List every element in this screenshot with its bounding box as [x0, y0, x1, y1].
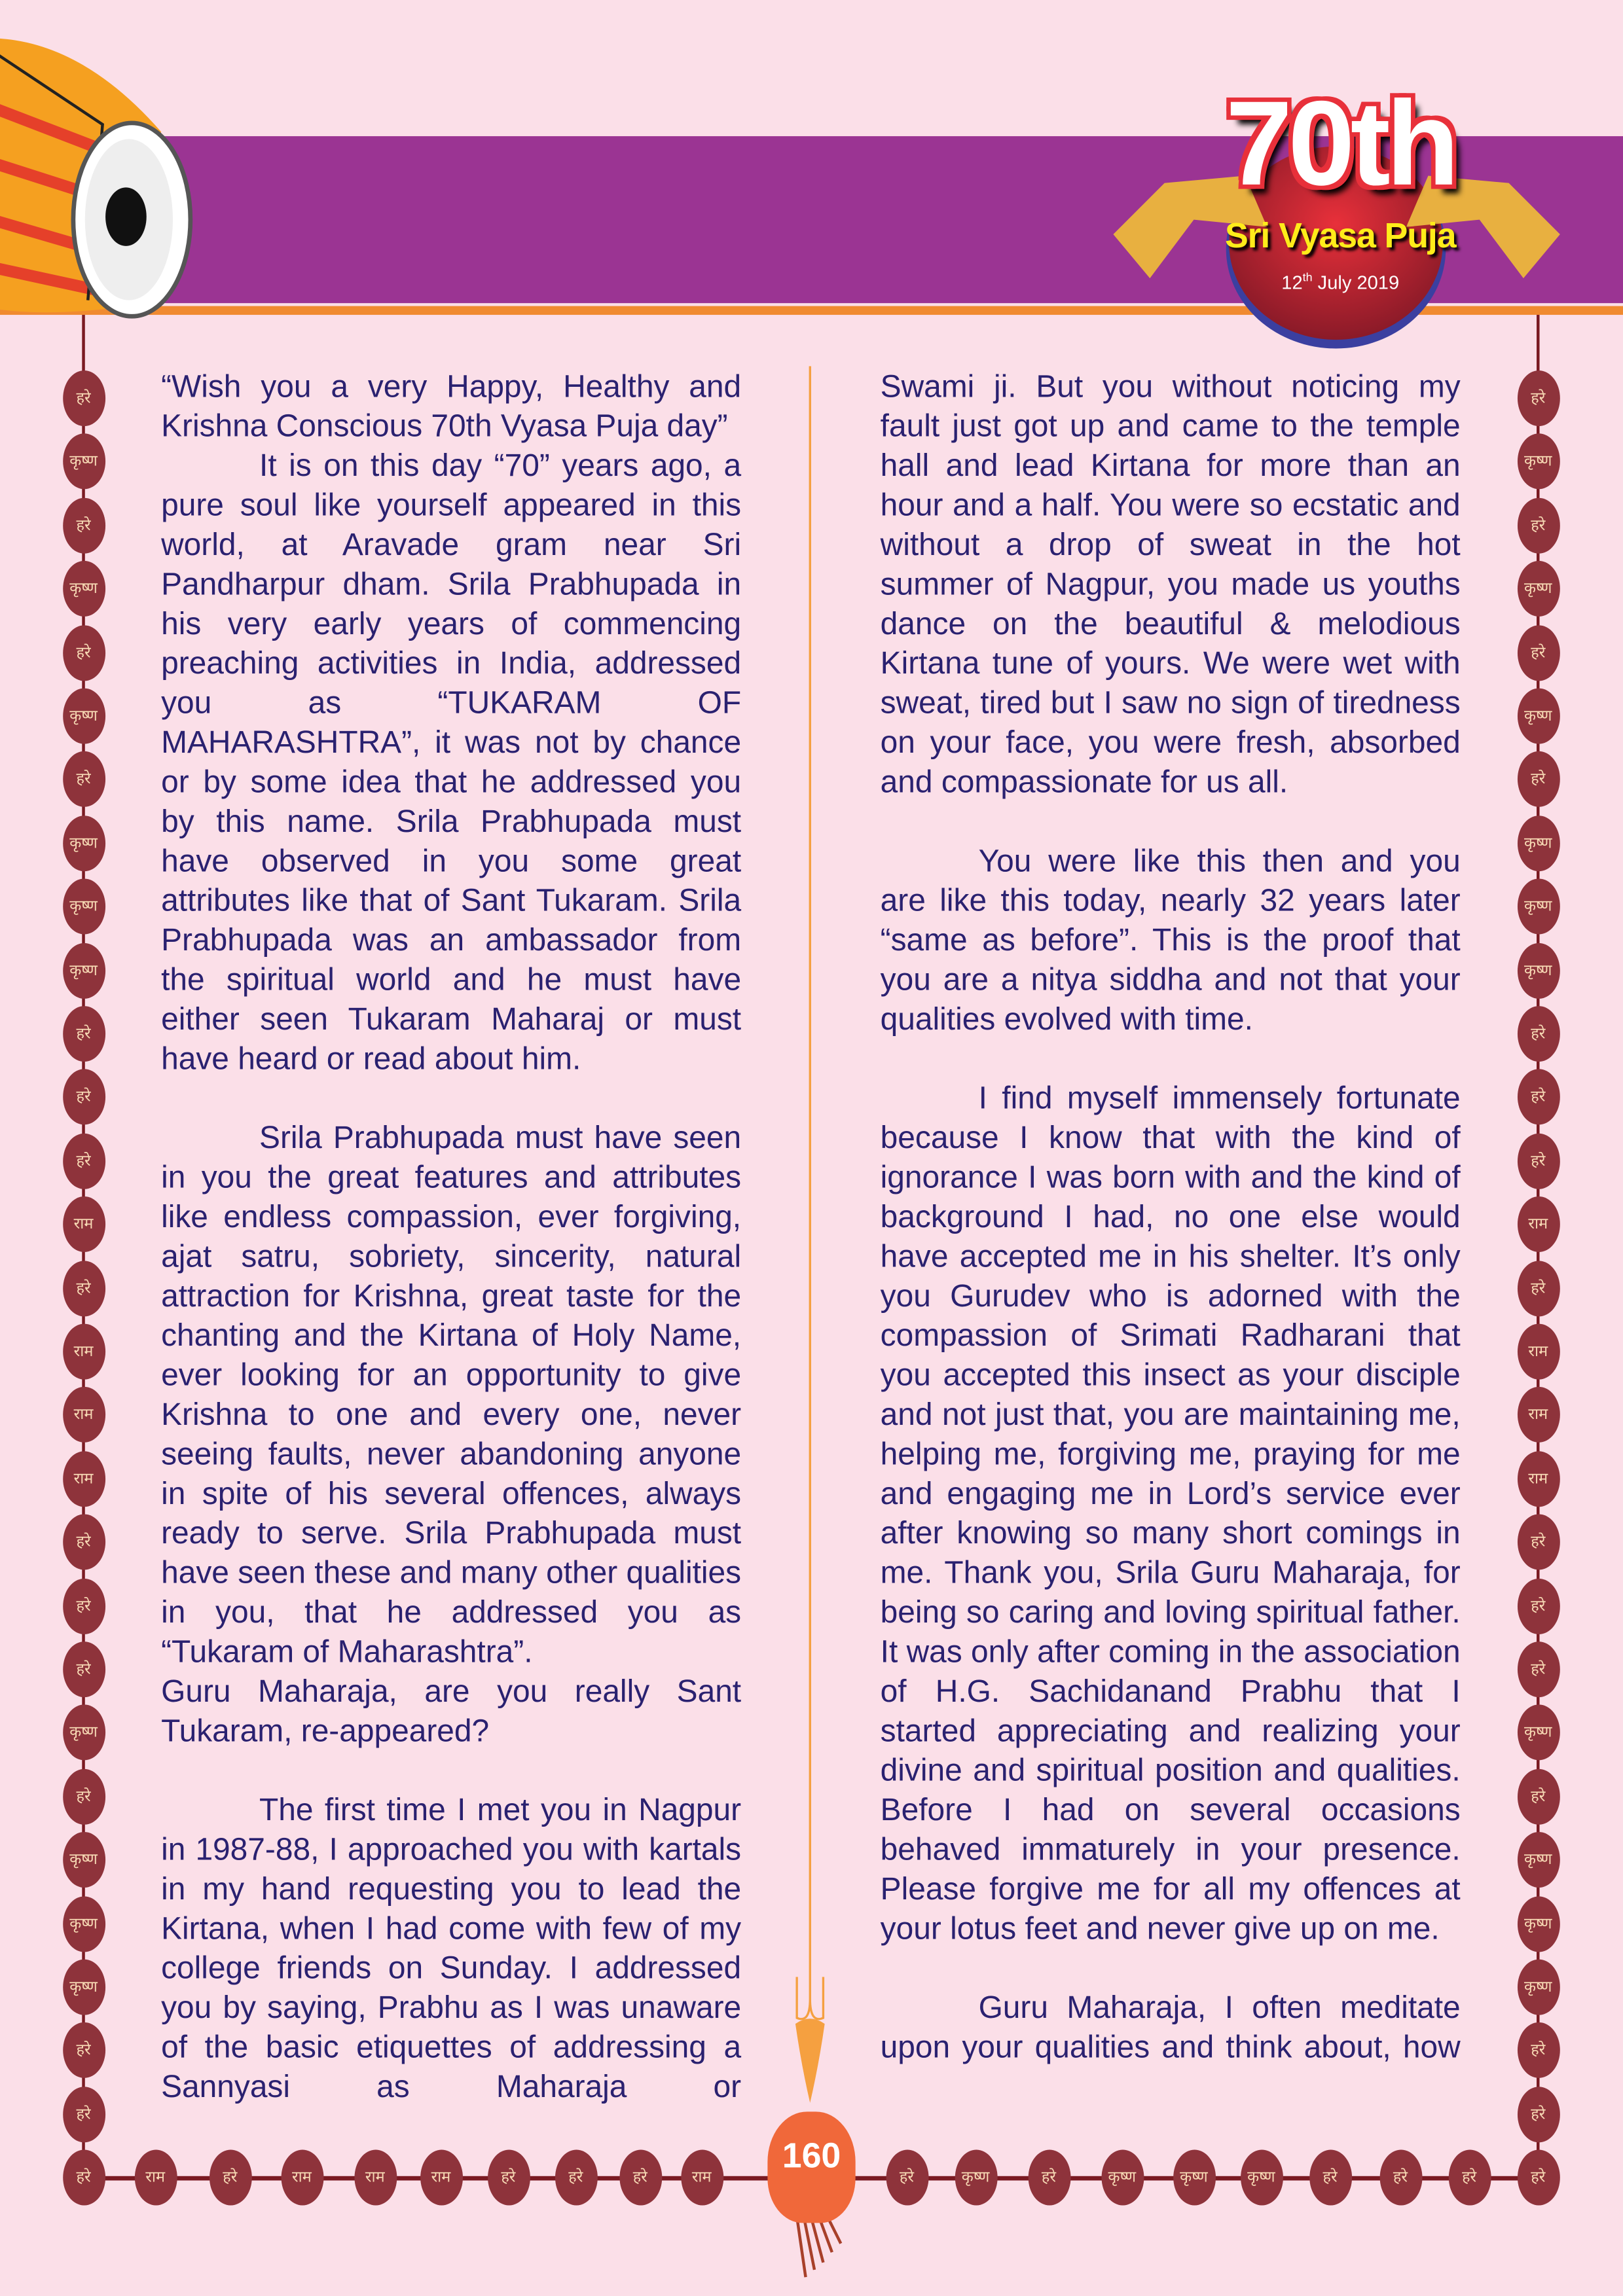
mala-bead: कृष्ण	[62, 689, 105, 744]
mala-bead: हरे	[62, 2150, 105, 2206]
mala-bead: कृष्ण	[62, 879, 105, 935]
mala-bead: कृष्ण	[62, 942, 105, 998]
mala-bead: हरे	[1028, 2150, 1070, 2206]
mala-bead: हरे	[1517, 1133, 1559, 1189]
mala-bead: हरे	[62, 2087, 105, 2142]
paragraph: Swami ji. But you without noticing my fault just got up and came to the temple hall and lead Kirtana for more than an hour and a half. You were so ecstatic and without a drop of sweat in the hot summer of Nagpur, you made us youths dance on the beautiful & melodious Kirtana tune of yours. We were wet with sweat, tired but I saw no sign of tiredness on your face, you were fresh, absorbed and compassionate for us all.	[880, 368, 1461, 800]
mala-bead: हरे	[62, 1133, 105, 1189]
mala-bead: कृष्ण	[1240, 2150, 1283, 2206]
mala-bead: हरे	[1517, 1260, 1559, 1316]
mala-bead: राम	[1517, 1196, 1559, 1252]
mala-bead: राम	[280, 2150, 323, 2206]
mala-bead: कृष्ण	[1517, 1832, 1559, 1888]
mala-bead: हरे	[62, 1260, 105, 1316]
mala-bead: कृष्ण	[1173, 2150, 1215, 2206]
mala-bead: कृष्ण	[1517, 1705, 1559, 1761]
date-month-year: July 2019	[1312, 271, 1400, 294]
page-number: 160	[767, 2111, 855, 2223]
date-day: 12	[1281, 271, 1303, 294]
badge-title: Sri Vyasa Puja	[1224, 217, 1456, 257]
mala-bead: कृष्ण	[1517, 1896, 1559, 1952]
mala-bead: हरे	[62, 1515, 105, 1570]
mala-bead: हरे	[1517, 2150, 1559, 2206]
mridanga-drum-icon	[0, 0, 220, 322]
mala-bead: कृष्ण	[62, 1896, 105, 1952]
mala-bead: राम	[62, 1388, 105, 1443]
mala-bead: कृष्ण	[62, 1960, 105, 2015]
mala-bead: हरे	[1517, 497, 1559, 553]
vyasa-puja-badge	[1106, 58, 1575, 366]
mala-bead: हरे	[62, 1641, 105, 1697]
mala-bead: कृष्ण	[62, 1832, 105, 1888]
mala-bead: कृष्ण	[62, 1705, 105, 1761]
mala-bead: कृष्ण	[62, 561, 105, 617]
date-suffix: th	[1302, 270, 1313, 285]
mala-bead: हरे	[1517, 1515, 1559, 1570]
mala-bead: हरे	[555, 2150, 597, 2206]
left-text-column	[161, 368, 741, 2108]
mala-bead: हरे	[1517, 1768, 1559, 1824]
mala-bead: कृष्ण	[1517, 561, 1559, 617]
mala-bead: कृष्ण	[1517, 1960, 1559, 2015]
mala-bead: हरे	[1517, 1578, 1559, 1634]
mala-bead: राम	[1517, 1451, 1559, 1507]
mala-bead: हरे	[62, 752, 105, 808]
right-text-column	[881, 368, 1461, 2068]
mala-bead: कृष्ण	[1517, 434, 1559, 490]
mala-bead: राम	[134, 2150, 177, 2206]
mala-bead: हरे	[62, 497, 105, 553]
mala-bead: हरे	[619, 2150, 661, 2206]
mala-bead: हरे	[62, 1768, 105, 1824]
mala-bead: हरे	[62, 1006, 105, 1062]
mala-bead: हरे	[1448, 2150, 1491, 2206]
mala-bead: राम	[62, 1451, 105, 1507]
mala-bead: हरे	[209, 2150, 251, 2206]
mala-bead: राम	[1517, 1324, 1559, 1380]
mala-bead: हरे	[487, 2150, 530, 2206]
mala-bead: हरे	[1517, 2023, 1559, 2079]
paragraph: Guru Maharaja, are you really Sant Tukaram, re-appeared?	[161, 1674, 742, 1749]
mala-bead: हरे	[62, 1578, 105, 1634]
badge-date	[1106, 271, 1575, 293]
mala-bead: हरे	[62, 370, 105, 426]
mala-bead: कृष्ण	[1517, 689, 1559, 744]
paragraph: You were like this then and you are like this today, nearly 32 years later “same as before”. This is the proof that you are a nitya siddha and not that your qualities evolved with time.	[880, 843, 1461, 1037]
mala-bead: हरे	[1379, 2150, 1422, 2206]
mala-bead: हरे	[62, 2023, 105, 2079]
paragraph: Guru Maharaja, I often meditate upon your qualities and think about, how	[880, 1990, 1461, 2065]
anniversary-number: 70th	[1226, 77, 1455, 211]
mala-bead: कृष्ण	[62, 434, 105, 490]
mala-bead: हरे	[1517, 370, 1559, 426]
paragraph: It is on this day “70” years ago, a pure soul like yourself appeared in this world, at Aravade gram near Sri Pandharpur dham. Srila Prabhupada in his very early years of commencing preaching activities in India, addressed you as “TUKARAM OF MAHARASHTRA”, it was not by chance or by some idea that he addressed you by this name. Srila Prabhupada must have observed in you some great attributes like that of Sant Tukaram. Srila Prabhupada was an ambassador from the spiritual world and he must have either seen Tukaram Maharaj or must have heard or read about him.	[161, 448, 742, 1077]
mala-bead: राम	[354, 2150, 396, 2206]
mala-bead: हरे	[62, 624, 105, 680]
mala-bead: हरे	[1517, 1006, 1559, 1062]
mala-bead: राम	[1517, 1388, 1559, 1443]
mala-bead: हरे	[886, 2150, 928, 2206]
column-divider	[792, 366, 828, 2109]
paragraph: “Wish you a very Happy, Healthy and Krishna Conscious 70th Vyasa Puja day”	[161, 368, 742, 444]
paragraph: The first time I met you in Nagpur in 1987-88, I approached you with kartals in my hand requesting you to lead the Kirtana, when I had come with few of my college friends on Sunday. I addressed you by saying, Prabhu as I was unaware of the basic etiquettes of addressing a Sannyasi as Maharaja or	[161, 1792, 742, 2105]
mala-bead: कृष्ण	[62, 816, 105, 871]
mala-bead: राम	[420, 2150, 462, 2206]
mala-bead: राम	[62, 1324, 105, 1380]
mala-bead: कृष्ण	[1517, 816, 1559, 871]
mala-bead: हरे	[1309, 2150, 1351, 2206]
mala-bead: हरे	[1517, 624, 1559, 680]
mala-bead: हरे	[1517, 2087, 1559, 2142]
mala-bead: कृष्ण	[955, 2150, 997, 2206]
mala-bead: हरे	[1517, 1641, 1559, 1697]
mala-bead: राम	[680, 2150, 723, 2206]
mala-bead: हरे	[62, 1069, 105, 1125]
mala-bead: हरे	[1517, 752, 1559, 808]
mala-bead: कृष्ण	[1517, 879, 1559, 935]
paragraph: I find myself immensely fortunate because I know that with the kind of ignorance I was born with and the kind of background I had, no one else would have accepted me in his shelter. It’s only you Gurudev who is adorned with the compassion of Srimati Radharani that you accepted this insect as your disciple and not just that, you are maintaining me, helping me, forgiving me, praying for me and engaging me in Lord’s service ever after knowing so many short comings in me. Thank you, Srila Guru Maharaja, for being so caring and loving spiritual father. It was only after coming in the association of H.G. Sachidanand Prabhu that I started appreciating and realizing your divine and spiritual position and qualities. Before I had on several occasions behaved immaturely in your presence. Please forgive me for all my offences at your lotus feet and never give up on me.	[880, 1081, 1461, 1946]
mala-bead: राम	[62, 1196, 105, 1252]
mala-bead: कृष्ण	[1517, 942, 1559, 998]
mala-bead: हरे	[1517, 1069, 1559, 1125]
mala-bead: कृष्ण	[1101, 2150, 1143, 2206]
paragraph: Srila Prabhupada must have seen in you the great features and attributes like endless compassion, ever forgiving, ajat satru, sobriety, sincerity, natural attraction for Krishna, great taste for the chanting and the Kirtana of Holy Name, ever looking for an opportunity to give Krishna to one and every one, never seeing faults, never abandoning anyone in spite of his several offences, always ready to serve. Srila Prabhupada must have seen these and many other qualities in you, that he addressed you as “Tukaram of Maharashtra”.	[161, 1120, 742, 1670]
